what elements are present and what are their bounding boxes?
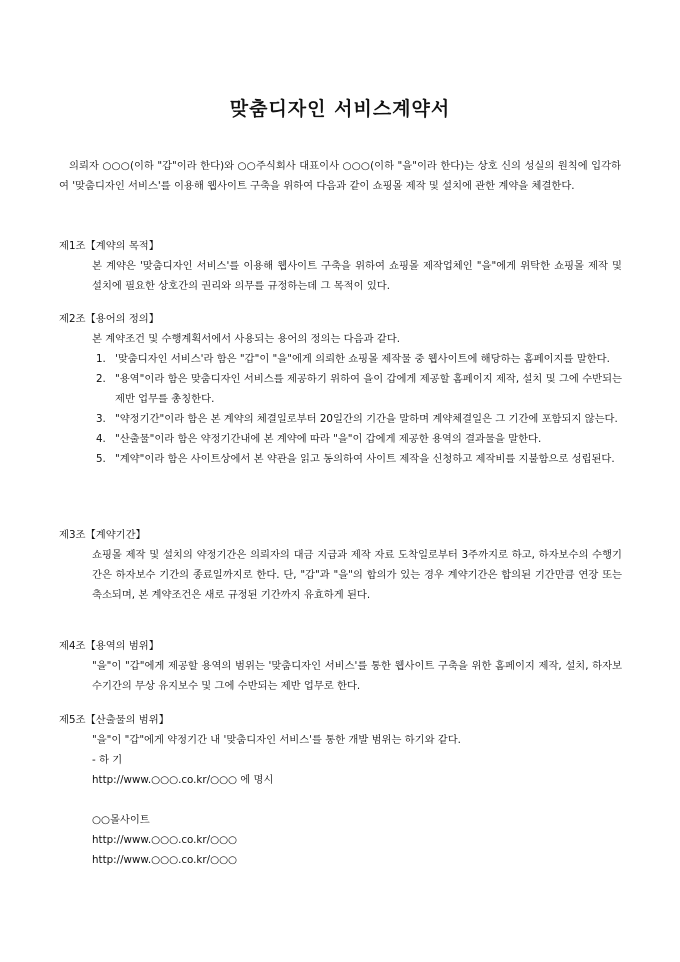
- mall-site-label: ○○몰사이트: [92, 814, 150, 826]
- url-spec-line: http://www.○○○.co.kr/○○○ 에 명시: [92, 774, 274, 786]
- list-item: 5. "계약"이라 함은 사이트상에서 본 약관을 읽고 동의하여 사이트 제작을 신청하고 제작비를 지불함으로 성립된다.: [96, 453, 615, 465]
- article1-heading: 제1조【계약의 목적】: [59, 240, 160, 252]
- list-item: 1. '맞춤디자인 서비스'라 함은 "갑"이 "을"에게 의뢰한 쇼핑몰 제작물 중 웹사이트에 해당하는 홈페이지를 말한다.: [96, 353, 610, 365]
- site-url: http://www.○○○.co.kr/○○○: [92, 854, 238, 866]
- definition-list: [92, 349, 622, 469]
- document-title: 맞춤디자인 서비스계약서: [229, 98, 451, 120]
- list-item: 3. "약정기간"이라 함은 본 계약의 체결일로부터 20일간의 기간을 말하며 계약체결일은 그 기간에 포함되지 않는다.: [96, 413, 618, 425]
- article5-body: [92, 730, 622, 870]
- article3-body: 쇼핑몰 제작 및 설치의 약정기간은 의뢰자의 대금 지급과 제작 자료 도착일로부터 3주까지로 하고, 하자보수의 수행기간은 하자보수 기간의 종료일까지로 한다. 단, "갑"과 "을"의 합의가 있는 경우 계약기간은 합의된 기간만큼 연장 또는 축소되며, 본 계약조건은 새로 규정된 기간까지 유효하게 된다.: [92, 549, 622, 601]
- article2-heading: 제2조【용어의 정의】: [59, 313, 160, 325]
- site-url: http://www.○○○.co.kr/○○○: [92, 834, 238, 846]
- article2-body: [92, 329, 622, 469]
- scope-statement: "을"이 "갑"에게 약정기간 내 '맞춤디자인 서비스'를 통한 개발 범위는 하기와 같다.: [92, 734, 461, 746]
- article5-heading: 제5조【산출물의 범위】: [59, 714, 169, 726]
- article4-heading: 제4조【용역의 범위】: [59, 640, 160, 652]
- list-item: 2. "용역"이라 함은 맞춤디자인 서비스를 제공하기 위하여 을이 갑에게 제공할 홈페이지 제작, 설치 및 그에 수반되는 제반 업무를 총칭한다.: [96, 373, 622, 405]
- spacer: [92, 790, 622, 810]
- list-item: 4. "산출물"이라 함은 약정기간내에 본 계약에 따라 "을"이 갑에게 제공한 용역의 결과물을 말한다.: [96, 433, 542, 445]
- below-marker: - 하 기: [92, 754, 123, 766]
- article1-body: 본 계약은 '맞춤디자인 서비스'를 이용해 웹사이트 구축을 위하여 쇼핑몰 제작업체인 "을"에게 위탁한 쇼핑몰 제작 및 설치에 필요한 상호간의 권리와 의무를 규정하는데 그 목적이 있다.: [92, 260, 622, 292]
- article2-lead: 본 계약조건 및 수행계획서에서 사용되는 용어의 정의는 다음과 같다.: [92, 333, 400, 345]
- article3-heading: 제3조【계약기간】: [59, 529, 146, 541]
- article4-body: "을"이 "갑"에게 제공할 용역의 범위는 '맞춤디자인 서비스'를 통한 웹사이트 구축을 위한 홈페이지 제작, 설치, 하자보수기간의 무상 유지보수 및 그에 수반되는 제반 업무로 한다.: [92, 660, 622, 692]
- intro-paragraph: 의뢰자 ○○○(이하 "갑"이라 한다)와 ○○주식회사 대표이사 ○○○(이하 "을"이라 한다)는 상호 신의 성실의 원칙에 입각하여 '맞춤디자인 서비스'를 이용해 웹사이트 구축을 위하여 다음과 같이 쇼핑몰 제작 및 설치에 관한 계약을 체결한다.: [59, 160, 621, 192]
